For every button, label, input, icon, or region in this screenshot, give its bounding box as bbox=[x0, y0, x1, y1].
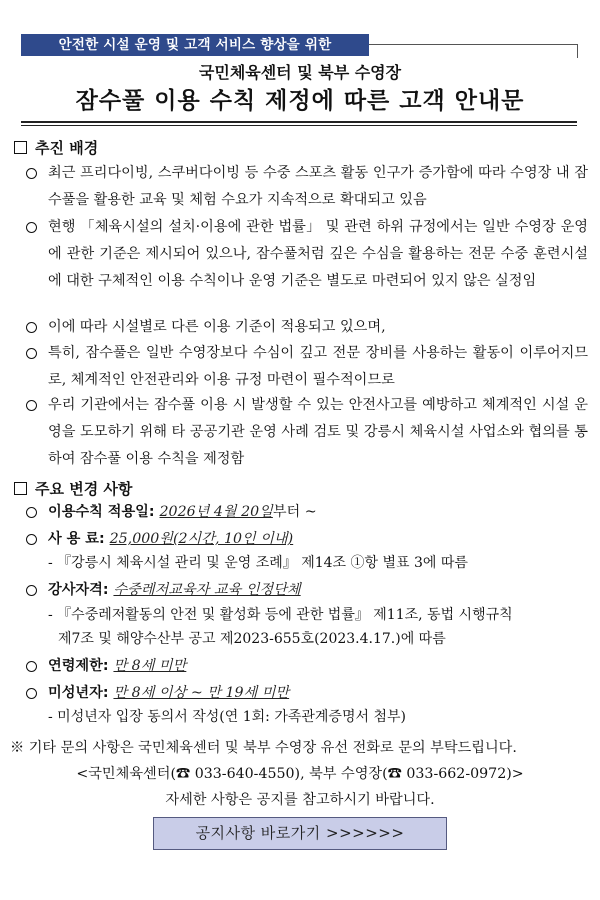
instructor-label: 강사자격 bbox=[48, 582, 103, 598]
header-banner: 안전한 시설 운영 및 고객 서비스 향상을 위한 bbox=[21, 34, 369, 56]
fee-note: - 『강릉시 체육시설 관리 및 운영 조례』 제14조 ①항 별표 3에 따름 bbox=[48, 555, 468, 571]
minors-label: 미성년자 bbox=[48, 685, 103, 701]
minors-value: 만 8세 이상 ~ 만 19세 미만 bbox=[113, 685, 290, 701]
list-item-text: 우리 기관에서는 잠수풀 이용 시 발생할 수 있는 안전사고를 예방하고 체계적인 시설 운영을 도모하기 위해 타 공공기관 운영 사례 검토 및 강릉시 체육시설 사업소와 협의를 통하여 잠수풀 이용 수칙을 제정함 bbox=[48, 397, 588, 467]
title-rule-thin bbox=[21, 125, 577, 126]
banner-divider bbox=[369, 44, 577, 45]
age-limit-label: 연령제한 bbox=[48, 658, 103, 674]
instructor-value: 수중레저교육자 교육 인정단체 bbox=[113, 582, 301, 598]
list-item bbox=[26, 160, 588, 214]
section-heading-text: 주요 변경 사항 bbox=[35, 480, 133, 498]
circle-bullet-icon bbox=[26, 348, 37, 359]
change-fee: 사 용 료: 25,000원(2시간, 10인 이내) bbox=[26, 527, 588, 551]
effective-value: 2026년 4월 20일 bbox=[159, 504, 273, 520]
checkbox-square-icon bbox=[14, 141, 27, 154]
instructor-note-line1: - 『수중레저활동의 안전 및 활성화 등에 관한 법률』 제11조, 동법 시행규칙 bbox=[48, 607, 513, 623]
circle-bullet-icon bbox=[26, 322, 37, 333]
list-item-text: 이에 따라 시설별로 다른 이용 기준이 적용되고 있으며, bbox=[48, 319, 386, 335]
footer-inquiry-note: ※ 기타 문의 사항은 국민체육센터 및 북부 수영장 유선 전화로 문의 부탁드립니다. bbox=[10, 740, 517, 756]
section-heading-background bbox=[14, 137, 98, 158]
title-rule-thick bbox=[21, 121, 577, 123]
page-title: 잠수풀 이용 수칙 제정에 따른 고객 안내문 bbox=[75, 88, 525, 114]
list-item-text: 현행 「체육시설의 설치·이용에 관한 법률」 및 관련 하위 규정에서는 일반 수영장 운영에 관한 기준은 제시되어 있으나, 잠수풀처럼 깊은 수심을 활용하는 전문 수중 훈련시설에 대한 구체적인 이용 수칙이나 운영 기준은 별도로 마련되어 있지 않은 실정임 bbox=[48, 219, 588, 289]
notice-link-button[interactable]: 공지사항 바로가기 >>>>>> bbox=[153, 817, 447, 850]
change-effective-date: 이용수칙 적용일: 2026년 4월 20일부터 ~ bbox=[26, 500, 588, 524]
circle-bullet-icon bbox=[26, 168, 37, 179]
effective-label: 이용수칙 적용일 bbox=[48, 504, 149, 520]
minors-note: - 미성년자 입장 동의서 작성(연 1회: 가족관계증명서 첨부) bbox=[48, 709, 406, 725]
list-item bbox=[26, 214, 588, 295]
banner-divider-tick bbox=[577, 44, 578, 58]
page-subtitle: 국민체육센터 및 북부 수영장 bbox=[198, 63, 402, 82]
circle-bullet-icon bbox=[26, 400, 37, 411]
circle-bullet-icon bbox=[26, 222, 37, 233]
circle-bullet-icon bbox=[26, 534, 37, 545]
checkbox-square-icon bbox=[14, 482, 27, 495]
change-age-limit: 연령제한: 만 8세 미만 bbox=[26, 654, 588, 678]
list-item bbox=[26, 392, 588, 473]
effective-suffix: 부터 ~ bbox=[272, 504, 317, 520]
circle-bullet-icon bbox=[26, 688, 37, 699]
footer-notice: 자세한 사항은 공지를 참고하시기 바랍니다. bbox=[165, 792, 435, 808]
fee-label: 사 용 료 bbox=[48, 531, 99, 547]
change-minors: 미성년자: 만 8세 이상 ~ 만 19세 미만 bbox=[26, 681, 588, 705]
change-instructor: 강사자격: 수중레저교육자 교육 인정단체 bbox=[26, 578, 588, 602]
list-item-text: 최근 프리다이빙, 스쿠버다이빙 등 수중 스포츠 활동 인구가 증가함에 따라 수영장 내 잠수풀을 활용한 교육 및 체험 수요가 지속적으로 확대되고 있음 bbox=[48, 165, 588, 208]
section-heading-text: 추진 배경 bbox=[35, 139, 99, 157]
age-limit-value: 만 8세 미만 bbox=[113, 658, 187, 674]
footer-contacts: <국민체육센터(☎ 033-640-4550), 북부 수영장(☎ 033-662-0972)> bbox=[76, 766, 524, 782]
list-item bbox=[26, 340, 588, 394]
list-item-text: 특히, 잠수풀은 일반 수영장보다 수심이 깊고 전문 장비를 사용하는 활동이 이루어지므로, 체계적인 안전관리와 이용 규정 마련이 필수적이므로 bbox=[48, 345, 588, 388]
fee-value: 25,000원(2시간, 10인 이내) bbox=[109, 531, 294, 547]
circle-bullet-icon bbox=[26, 585, 37, 596]
section-heading-changes bbox=[14, 478, 132, 499]
instructor-note-line2: 제7조 및 해양수산부 공고 제2023-655호(2023.4.17.)에 따름 bbox=[58, 631, 446, 647]
circle-bullet-icon bbox=[26, 661, 37, 672]
list-item bbox=[26, 314, 588, 341]
circle-bullet-icon bbox=[26, 507, 37, 518]
